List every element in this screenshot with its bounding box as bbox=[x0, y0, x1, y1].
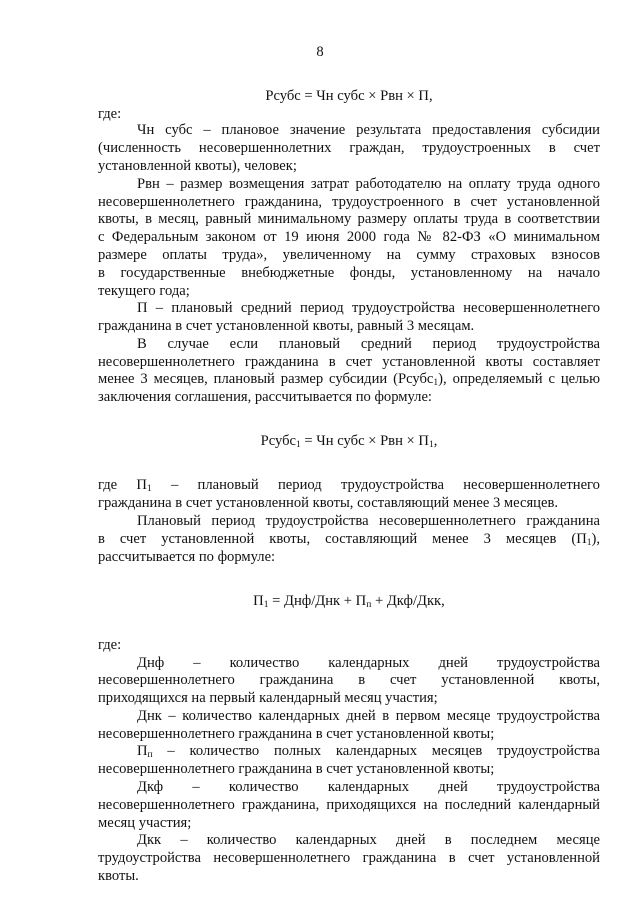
formula-subsidy: Рсубс = Чн субс × Рвн × П, bbox=[265, 88, 433, 104]
def-p1-line: где $П_1$ – плановый период трудоустройства несовершеннолетнего bbox=[98, 477, 600, 494]
case-paragraph-line: несовершеннолетнего гражданина в счет установленной квоты составляет bbox=[98, 354, 600, 370]
def-p-line: гражданина в счет установленной квоты, равный 3 месяцам. bbox=[98, 318, 475, 334]
def-p-line: П – плановый средний период трудоустройства несовершеннолетнего bbox=[137, 300, 600, 316]
p1-calc-line: Плановый период трудоустройства несовершеннолетнего гражданина bbox=[137, 513, 600, 529]
def-rvn-line: Рвн – размер возмещения затрат работодателю на оплату труда одного bbox=[137, 176, 600, 192]
def-dnf-line: несовершеннолетнего гражданина в счет установленной квоты, bbox=[98, 672, 600, 688]
def-dnk-line: Днк – количество календарных дней в первом месяце трудоустройства bbox=[137, 708, 600, 724]
def-rvn-line: в государственные внебюджетные фонды, установленному на начало bbox=[98, 265, 600, 281]
def-rvn-line: размере оплаты труда», увеличенному на сумму страховых взносов bbox=[98, 247, 600, 263]
case-paragraph-line: заключения соглашения, рассчитывается по формуле: bbox=[98, 389, 432, 405]
def-pp-line: несовершеннолетнего гражданина в счет установленной квоты; bbox=[98, 761, 495, 777]
def-dkk-line: трудоустройства несовершеннолетнего гражданина в счет установленной bbox=[98, 850, 600, 866]
def-rvn-line: текущего года; bbox=[98, 283, 190, 299]
page-number: 8 bbox=[316, 44, 324, 60]
formula-subsidy-short: Рсубс$_1$ = Чн субс × Рвн × $П_1$, bbox=[260, 433, 438, 450]
def-dnf-line: Днф – количество календарных дней трудоустройства bbox=[137, 655, 600, 671]
p1-calc-line: рассчитывается по формуле: bbox=[98, 549, 276, 565]
p1-calc-line: в счет установленной квоты, составляющий менее 3 месяцев $(П_1)$, bbox=[98, 531, 600, 548]
def-rvn-line: с Федеральным законом от 19 июня 2000 года № 82-ФЗ «О минимальном bbox=[98, 229, 600, 245]
def-rvn-line: несовершеннолетнего гражданина, трудоустроенного в счет установленной bbox=[98, 194, 600, 210]
def-dkf-line: несовершеннолетнего гражданина, приходящихся на последний календарный bbox=[98, 797, 600, 813]
formula-period: $П_1 = Днф/Днк + П_п + Дкф/Дкк$, bbox=[253, 593, 445, 610]
where-label: где: bbox=[98, 637, 122, 653]
def-dkk-line: квоты. bbox=[98, 868, 139, 884]
def-chn-line: установленной квоты), человек; bbox=[98, 158, 297, 174]
case-paragraph-line: менее 3 месяцев, плановый размер субсидии (Рсубс$_1$), определяемый с целью bbox=[98, 371, 600, 388]
def-chn-line: Чн субс – плановое значение результата предоставления субсидии bbox=[137, 122, 600, 138]
def-dnk-line: несовершеннолетнего гражданина в счет установленной квоты; bbox=[98, 726, 495, 742]
def-chn-line: (численность несовершеннолетних граждан, трудоустроенных в счет bbox=[98, 140, 600, 156]
def-dkf-line: Дкф – количество календарных дней трудоустройства bbox=[137, 779, 600, 795]
def-dkk-line: Дкк – количество календарных дней в последнем месяце bbox=[137, 832, 600, 848]
where-label: где: bbox=[98, 106, 122, 122]
def-dnf-line: приходящихся на первый календарный месяц участия; bbox=[98, 690, 438, 706]
def-dkf-line: месяц участия; bbox=[98, 815, 192, 831]
def-p1-line: гражданина в счет установленной квоты, составляющий менее 3 месяцев. bbox=[98, 495, 558, 511]
def-pp-line: $П_п$ – количество полных календарных месяцев трудоустройства bbox=[137, 743, 600, 760]
def-rvn-line: квоты, в месяц, равный минимальному размеру оплаты труда в соответствии bbox=[98, 211, 600, 227]
case-paragraph-line: В случае если плановый средний период трудоустройства bbox=[137, 336, 600, 352]
